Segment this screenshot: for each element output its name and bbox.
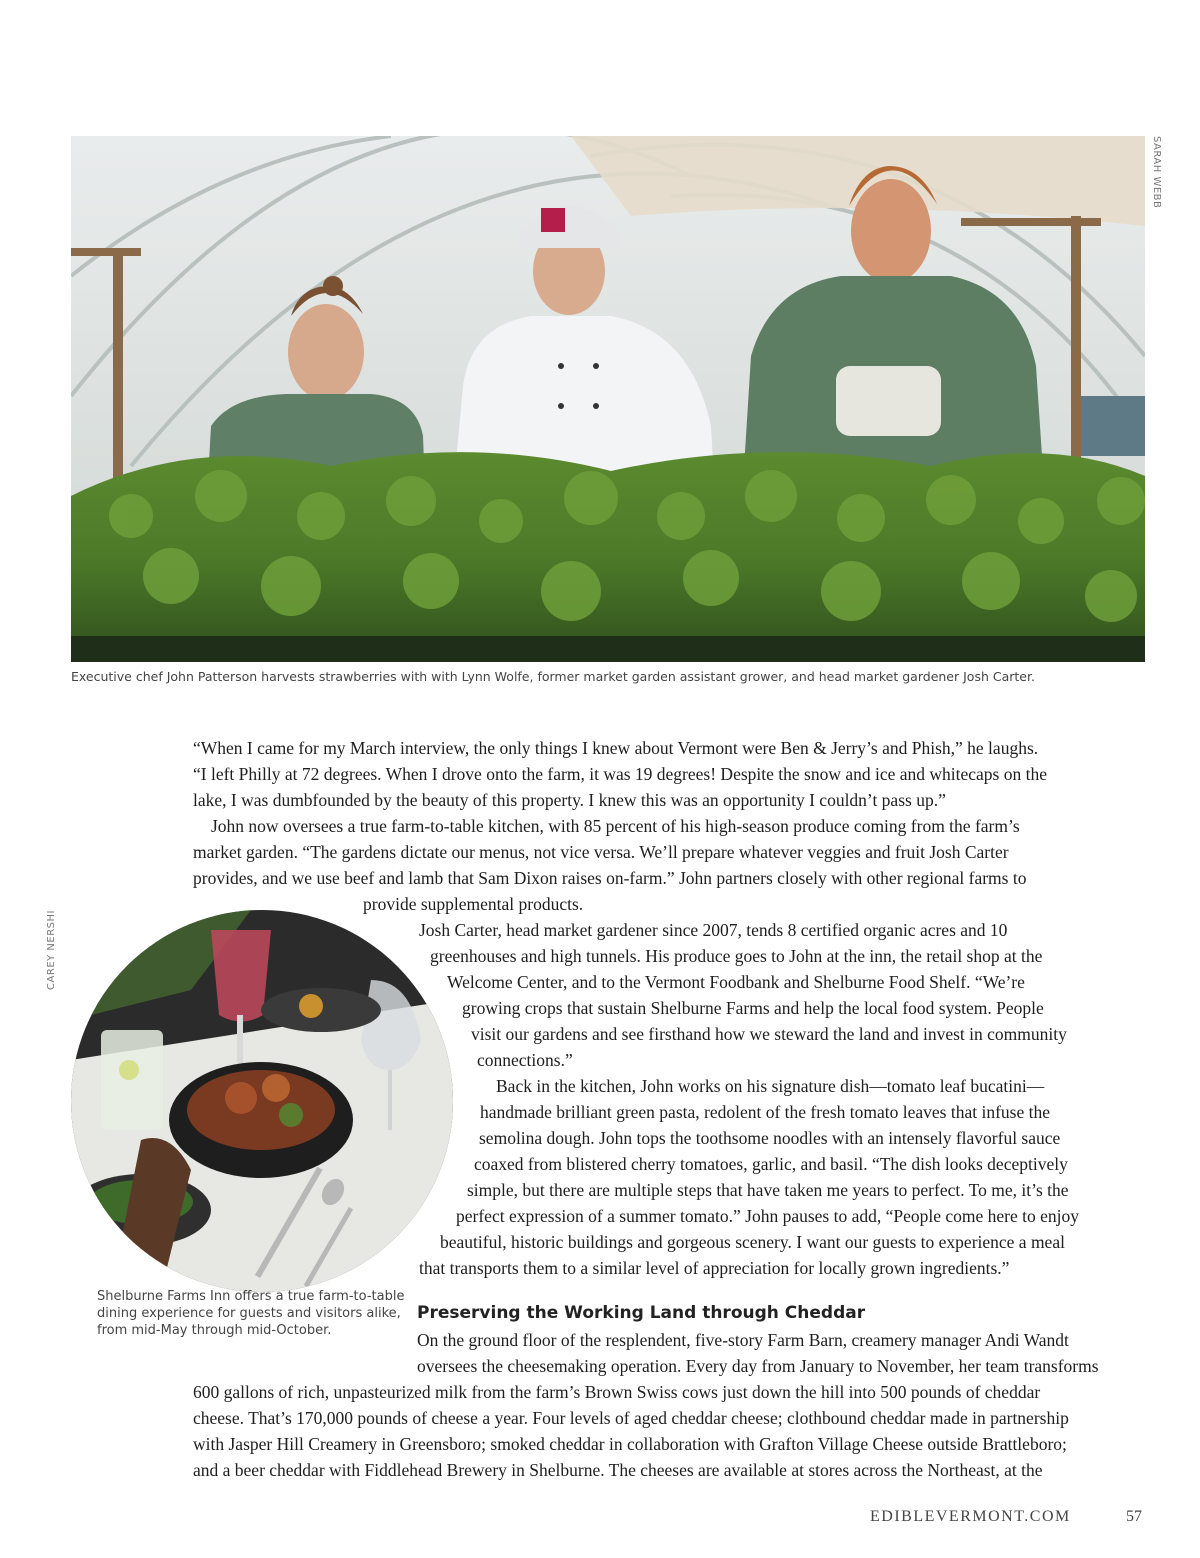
body-line: John now oversees a true farm-to-table kitchen, with 85 percent of his high-season produce coming from the farm’s <box>211 816 1020 836</box>
body-line: visit our gardens and see firsthand how we steward the land and invest in community <box>471 1024 1067 1044</box>
body-line: cheese. That’s 170,000 pounds of cheese a year. Four levels of aged cheddar cheese; clothbound cheddar made in partnership <box>193 1408 1069 1428</box>
body-line: beautiful, historic buildings and gorgeous scenery. I want our guests to experience a meal <box>440 1232 1065 1252</box>
caption-line: dining experience for guests and visitors alike, <box>97 1306 401 1321</box>
body-line: 600 gallons of rich, unpasteurized milk from the farm’s Brown Swiss cows just down the hill into 500 pounds of cheddar <box>193 1382 1041 1402</box>
body-line: market garden. “The gardens dictate our menus, not vice versa. We’ll prepare whatever veggies and fruit Josh Carter <box>193 842 1009 862</box>
top-photo-caption: Executive chef John Patterson harvests strawberries with with Lynn Wolfe, former market garden assistant grower, and head market gardener Josh Carter. <box>71 669 1035 684</box>
body-line: oversees the cheesemaking operation. Every day from January to November, her team transforms <box>417 1356 1099 1376</box>
body-line: perfect expression of a summer tomato.” John pauses to add, “People come here to enjoy <box>456 1206 1080 1226</box>
dining-photo <box>71 910 453 1292</box>
body-line: “When I came for my March interview, the only things I knew about Vermont were Ben & Jerry’s and Phish,” he laughs. <box>193 738 1039 758</box>
photo-credit-top: SARAH WEBB <box>1151 136 1162 209</box>
greenhouse-photo <box>71 136 1145 662</box>
footer-site-name: EDIBLEVERMONT.COM <box>870 1508 1071 1525</box>
body-line: handmade brilliant green pasta, redolent of the fresh tomato leaves that infuse the <box>480 1102 1051 1122</box>
body-line: Back in the kitchen, John works on his signature dish—tomato leaf bucatini— <box>496 1076 1045 1096</box>
caption-line: Shelburne Farms Inn offers a true farm-to-table <box>97 1289 405 1304</box>
body-line: connections.” <box>477 1050 573 1070</box>
page-number: 57 <box>1126 1508 1142 1525</box>
photo-credit-side: CAREY NERSHI <box>46 910 57 990</box>
section-heading: Preserving the Working Land through Cheddar <box>417 1303 866 1323</box>
body-line: semolina dough. John tops the toothsome noodles with an intensely flavorful sauce <box>479 1128 1061 1148</box>
body-line: Josh Carter, head market gardener since 2007, tends 8 certified organic acres and 10 <box>419 920 1008 940</box>
body-line: greenhouses and high tunnels. His produce goes to John at the inn, the retail shop at the <box>430 946 1043 966</box>
body-line: growing crops that sustain Shelburne Farms and help the local food system. People <box>462 998 1044 1018</box>
body-line: “I left Philly at 72 degrees. When I drove onto the farm, it was 19 degrees! Despite the snow and ice and whitecaps on the <box>193 764 1047 784</box>
body-line: provide supplemental products. <box>363 894 584 914</box>
body-line: On the ground floor of the resplendent, five-story Farm Barn, creamery manager Andi Wandt <box>417 1330 1069 1350</box>
dining-photo-caption <box>97 1288 404 1339</box>
body-line: with Jasper Hill Creamery in Greensboro; smoked cheddar in collaboration with Grafton Village Cheese outside Brattleboro; <box>193 1434 1067 1454</box>
body-line: simple, but there are multiple steps that have taken me years to perfect. To me, it’s the <box>467 1180 1069 1200</box>
body-line: lake, I was dumbfounded by the beauty of this property. I knew this was an opportunity I couldn’t pass up.” <box>193 790 946 810</box>
body-line: Welcome Center, and to the Vermont Foodbank and Shelburne Food Shelf. “We’re <box>447 972 1025 992</box>
body-line: and a beer cheddar with Fiddlehead Brewery in Shelburne. The cheeses are available at stores across the Northeast, at the <box>193 1460 1043 1480</box>
caption-line: from mid-May through mid-October. <box>97 1323 332 1338</box>
body-line: coaxed from blistered cherry tomatoes, garlic, and basil. “The dish looks deceptively <box>474 1154 1068 1174</box>
body-line: that transports them to a similar level of appreciation for locally grown ingredients.” <box>419 1258 1010 1278</box>
body-line: provides, and we use beef and lamb that Sam Dixon raises on-farm.” John partners closely with other regional farms to <box>193 868 1027 888</box>
